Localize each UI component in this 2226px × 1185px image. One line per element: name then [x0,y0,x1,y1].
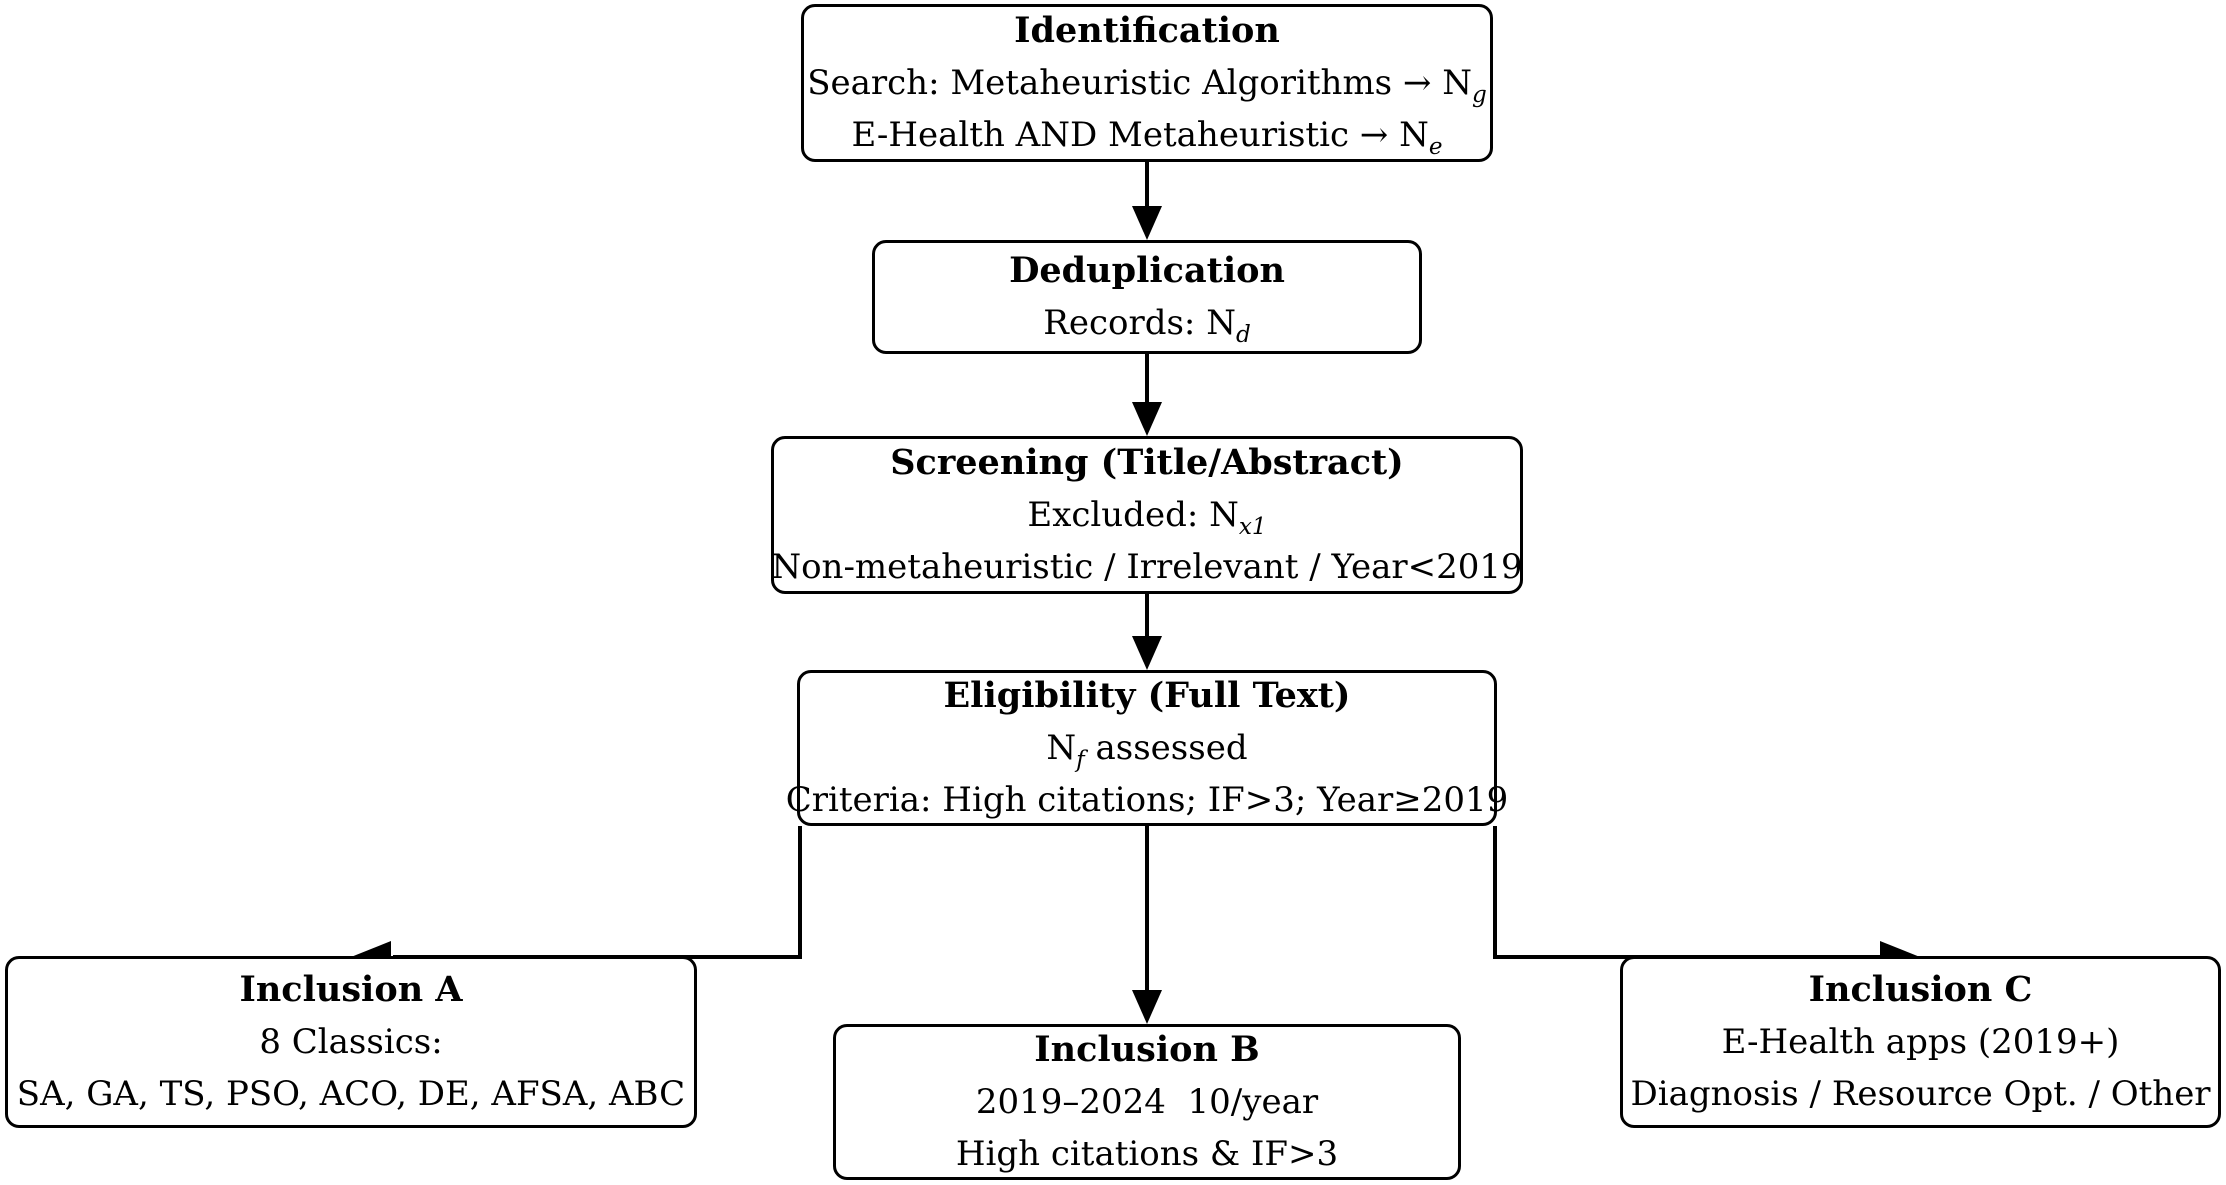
inclusion-b-citations-line: High citations & IF>3 [955,1134,1339,1174]
eligibility-box [785,670,1509,826]
eligibility-title: Eligibility (Full Text) [943,675,1351,716]
edge-eligibility-to-inclusion-c [1495,826,1882,957]
inclusion-a-classics-line: 8 Classics: [259,1022,443,1062]
inclusion-a-algorithms-line: SA, GA, TS, PSO, ACO, DE, AFSA, ABC [16,1074,686,1114]
identification-ehealth-line [851,109,1442,161]
eligibility-assessed-line [1046,722,1247,774]
deduplication-records-text: Records: N [1043,303,1236,343]
inclusion-b-years-line: 2019–2024 10/year [975,1082,1319,1122]
inclusion-c-box [1620,956,2221,1128]
screening-title: Screening (Title/Abstract) [890,442,1404,483]
arrowhead-down-inclusion-b [1132,990,1162,1024]
edge-eligibility-to-inclusion-a [393,826,800,957]
eligibility-assessed-n: N [1046,728,1077,768]
identification-search-line [807,57,1487,109]
deduplication-records-subscript: d [1235,321,1251,348]
deduplication-records-line [1043,297,1251,349]
identification-ehealth-text: E-Health AND Metaheuristic → N [851,115,1429,155]
identification-search-text: Search: Metaheuristic Algorithms → N [807,63,1472,103]
arrowhead-down-deduplication [1132,206,1162,240]
arrowhead-down-eligibility [1132,636,1162,670]
screening-excluded-line [1027,489,1266,541]
inclusion-c-title: Inclusion C [1808,969,2033,1010]
screening-excluded-subscript: x1 [1238,513,1267,540]
identification-title: Identification [1014,10,1280,51]
identification-ehealth-subscript: e [1428,133,1443,160]
inclusion-c-domains-line: Diagnosis / Resource Opt. / Other [1630,1074,2211,1114]
eligibility-assessed-text: assessed [1084,728,1248,768]
eligibility-assessed-subscript: f [1076,746,1085,773]
identification-box [801,4,1493,162]
identification-search-subscript: g [1471,81,1487,108]
deduplication-title: Deduplication [1009,250,1285,291]
inclusion-a-title: Inclusion A [239,969,463,1010]
screening-box [771,436,1523,594]
inclusion-b-title: Inclusion B [1034,1029,1260,1070]
inclusion-b-box [833,1024,1461,1180]
inclusion-c-apps-line: E-Health apps (2019+) [1721,1022,2120,1062]
deduplication-box [872,240,1422,354]
screening-excluded-text: Excluded: N [1027,495,1239,535]
inclusion-a-box [5,956,697,1128]
screening-criteria-line: Non-metaheuristic / Irrelevant / Year<2019 [771,547,1523,587]
eligibility-criteria-line: Criteria: High citations; IF>3; Year≥2019 [785,780,1509,820]
arrowhead-down-screening [1132,402,1162,436]
